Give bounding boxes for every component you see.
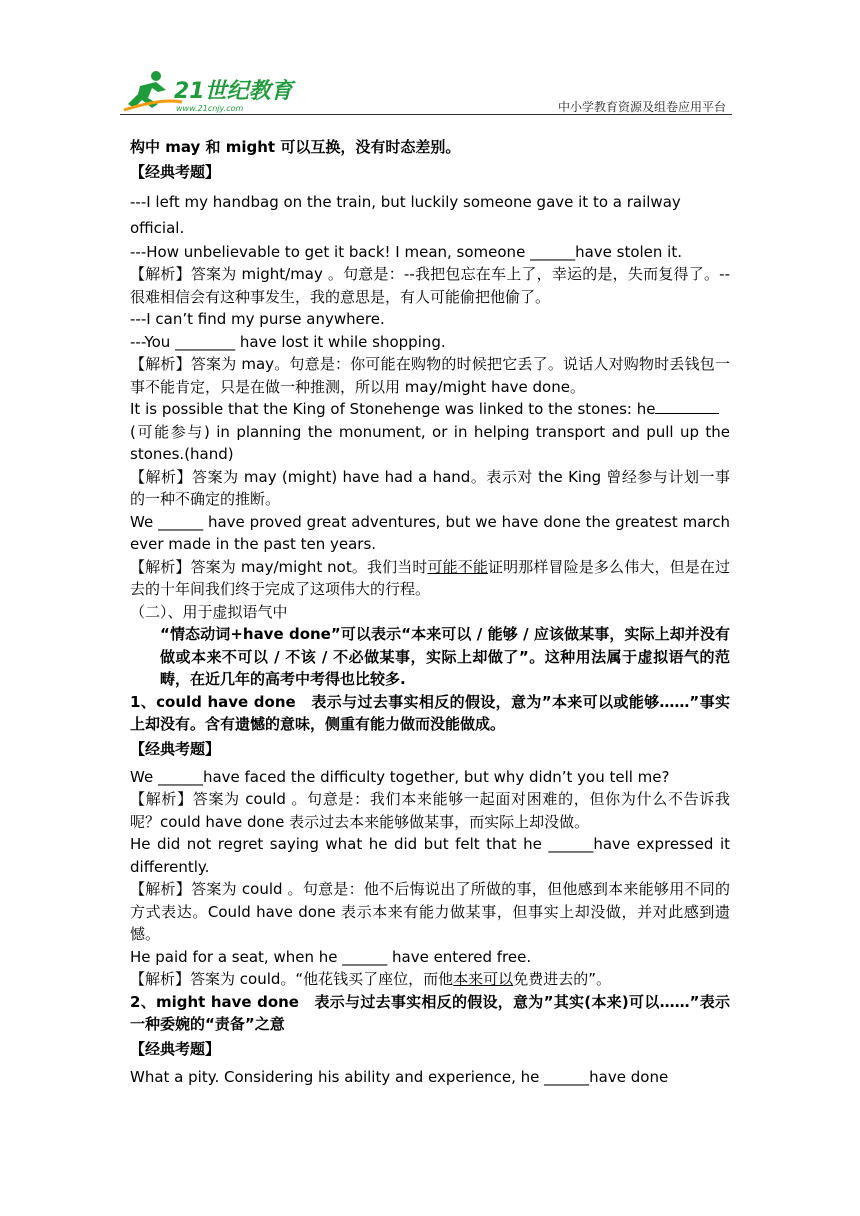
answer-blank [655,399,719,414]
question-line: ---How unbelievable to get it back! I mean, someone ______have stolen it. [130,242,682,261]
answer-analysis [130,556,730,601]
rule-heading: 2、might have done 表示与过去事实相反的假设，意为”其实(本来)可以……”表示一种委婉的“责备”之意 [130,992,730,1033]
analysis-text: 证明那样冒险是多么伟大，但是在过去的十年间我们终于完成了这项伟大的行程。 [130,557,730,598]
page-header [120,68,732,116]
question-line: He did not regret saying what he did but felt that he ______have expressed it differently. [130,835,730,876]
question-line: He paid for a seat, when he ______ have entered free. [130,947,532,966]
question-line: ---I can’t find my purse anywhere. [130,310,385,328]
answer-analysis [130,968,730,991]
header-divider [120,114,732,115]
subsection-heading: （二）、用于虚拟语气中 [130,602,288,621]
question-line: We ______have faced the difficulty together, but why didn’t you tell me? [130,767,670,786]
analysis-text: 【解析】答案为 could。“他花钱买了座位，而他 [130,970,454,988]
section-heading: 【经典考题】 [130,162,221,181]
answer-analysis: 【解析】答案为 could 。句意是：他不后悔说出了所做的事，但他感到本来能够用不同的方式表达。Could have done 表示本来有能力做某事，但事实上却没做，并对此感到遗憾。 [130,880,730,943]
analysis-text: 免费进去的”。 [513,970,611,988]
paragraph: 构中 may 和 might 可以互换，没有时态差别。 [130,138,461,156]
rule-paragraph: “情态动词+have done”可以表示“本来可以 / 能够 / 应该做某事，实际上却并没有做或本来不可以 / 不该 / 不必做某事，实际上却做了”。这种用法属于虚拟语气的范畴，在近几年的高考中考得也比较多. [160,625,730,688]
section-heading: 【经典考题】 [130,739,221,758]
question-text: (可能参与) in planning the monument, or in helping transport and pull up the stones.(hand) [130,422,730,463]
document-body [130,136,730,1088]
question-line: ---You ________ have lost it while shopping. [130,332,446,351]
logo-21cnjy [122,68,322,114]
question-text: It is possible that the King of Stonehenge was linked to the stones: he [130,400,656,418]
answer-analysis: 【解析】答案为 could 。句意是：我们本来能够一起面对困难的，但你为什么不告诉我呢？could have done 表示过去本来能够做某事，而实际上却没做。 [130,790,730,831]
question-line: ---I left my handbag on the train, but luckily someone gave it to a railway official. [130,192,681,237]
rule-heading: 1、could have done 表示与过去事实相反的假设，意为”本来可以或能够……”事实上却没有。含有遗憾的意味，侧重有能力做而没能做成。 [130,692,730,733]
answer-analysis: 【解析】答案为 might/may 。句意是：--我把包忘在车上了，幸运的是，失而复得了。--很难相信会有这种事发生，我的意思是，有人可能偷把他偷了。 [130,265,730,306]
header-tagline: 中小学教育资源及组卷应用平台 [557,100,726,114]
logo-text: 21世纪教育 [174,79,293,104]
question-line [130,398,730,466]
underlined-text: 本来可以 [453,970,514,988]
underlined-text: 可能不能 [427,557,489,576]
answer-analysis: 【解析】答案为 may。句意是：你可能在购物的时候把它丢了。说话人对购物时丢钱包一事不能肯定，只是在做一种推测，所以用 may/might have done。 [130,355,730,396]
section-heading: 【经典考题】 [130,1039,221,1058]
answer-analysis: 【解析】答案为 may (might) have had a hand。表示对 the King 曾经参与计划一事的一种不确定的推断。 [130,467,730,508]
analysis-text: 【解析】答案为 may/might not。我们当时 [130,557,428,576]
logo-url: www.21cnjy.com [176,104,244,113]
question-line: What a pity. Considering his ability and experience, he ______have done [130,1067,669,1086]
question-line: We ______ have proved great adventures, but we have done the greatest march ever made in the past ten years. [130,512,730,553]
